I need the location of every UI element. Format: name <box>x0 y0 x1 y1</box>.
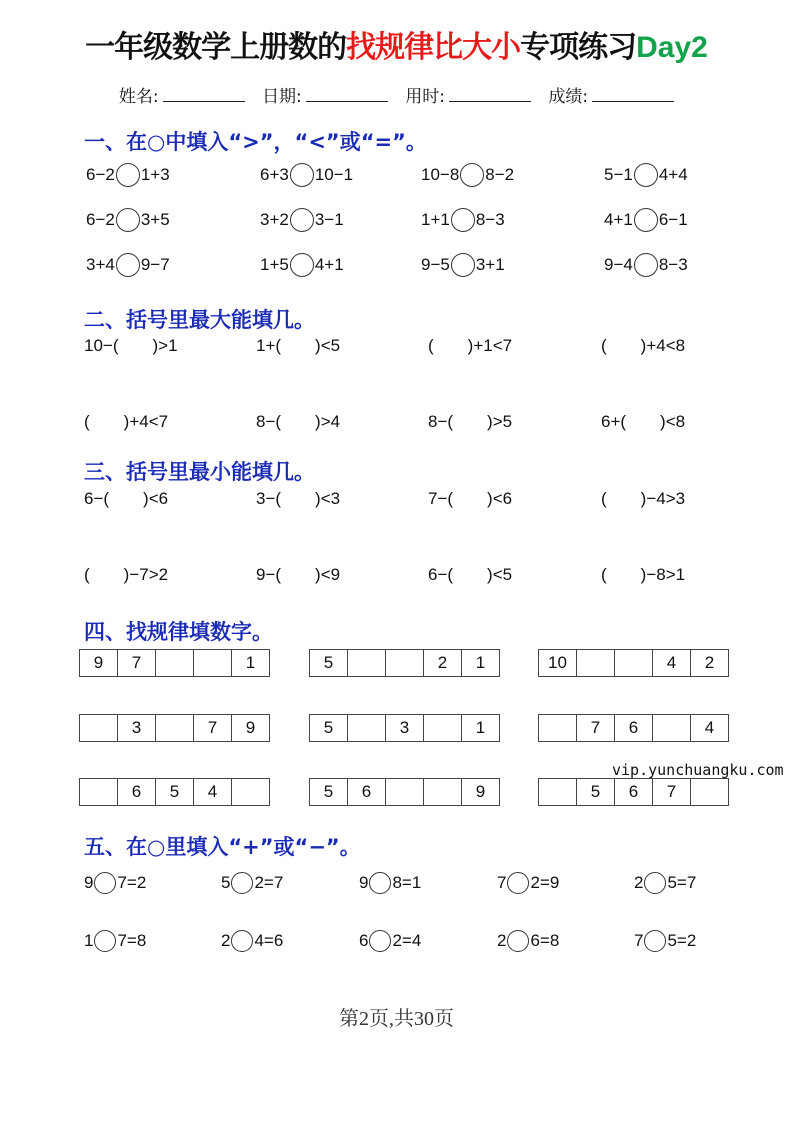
section-3-heading: 三、括号里最小能填几。 <box>84 460 315 484</box>
expression-before: ( <box>84 565 90 584</box>
sequence-cell: 1 <box>231 649 270 677</box>
sequence-cell: 3 <box>117 714 156 742</box>
expression-after: )<3 <box>315 489 341 508</box>
left-expression: 5−1 <box>604 165 633 184</box>
operator-circle[interactable] <box>369 930 391 952</box>
name-blank[interactable] <box>163 87 245 102</box>
compare-item <box>86 208 170 232</box>
fill-item <box>84 489 168 509</box>
left-expression: 9−4 <box>604 255 633 274</box>
number-sequence <box>538 714 729 742</box>
expression-after: )>5 <box>487 412 513 431</box>
compare-item <box>260 163 353 187</box>
expression-before: ( <box>601 336 607 355</box>
operator-circle[interactable] <box>644 872 666 894</box>
fill-item <box>428 336 512 356</box>
sequence-blank-cell[interactable] <box>614 649 653 677</box>
sequence-blank-cell[interactable] <box>538 778 577 806</box>
time-field[interactable] <box>405 87 531 107</box>
sequence-cell: 6 <box>614 714 653 742</box>
compare-item <box>86 253 170 277</box>
operator-circle[interactable] <box>644 930 666 952</box>
watermark: vip.yunchuangku.com <box>612 761 784 779</box>
sequence-blank-cell[interactable] <box>538 714 577 742</box>
right-expression: 4+1 <box>314 255 344 274</box>
number-sequence <box>309 778 500 806</box>
fill-item <box>601 565 685 585</box>
right-expression: 3+5 <box>140 210 170 229</box>
sequence-blank-cell[interactable] <box>347 714 386 742</box>
compare-item <box>421 253 505 277</box>
sequence-blank-cell[interactable] <box>690 778 729 806</box>
answer-circle[interactable] <box>116 253 140 277</box>
sequence-cell: 10 <box>538 649 577 677</box>
sequence-cell: 2 <box>423 649 462 677</box>
sequence-blank-cell[interactable] <box>347 649 386 677</box>
sequence-cell: 2 <box>690 649 729 677</box>
left-expression: 6−2 <box>86 165 115 184</box>
rest-equation: 7=2 <box>117 873 147 892</box>
first-number: 6 <box>359 931 369 950</box>
expression-after: )−4>3 <box>640 489 686 508</box>
expression-after: )+1<7 <box>467 336 513 355</box>
left-expression: 3+2 <box>260 210 289 229</box>
sequence-blank-cell[interactable] <box>652 714 691 742</box>
compare-item <box>260 253 344 277</box>
right-expression: 6−1 <box>658 210 688 229</box>
operator-item <box>497 930 559 952</box>
fill-item <box>256 336 340 356</box>
operator-item <box>634 930 696 952</box>
rest-equation: 4=6 <box>254 931 284 950</box>
sequence-cell: 5 <box>309 714 348 742</box>
sequence-blank-cell[interactable] <box>385 778 424 806</box>
sequence-cell: 5 <box>309 649 348 677</box>
sequence-blank-cell[interactable] <box>576 649 615 677</box>
sequence-cell: 4 <box>652 649 691 677</box>
expression-after: )+4<7 <box>123 412 169 431</box>
first-number: 7 <box>634 931 644 950</box>
sequence-cell: 7 <box>117 649 156 677</box>
number-sequence <box>538 778 729 806</box>
score-field[interactable] <box>548 87 674 107</box>
rest-equation: 2=7 <box>254 873 284 892</box>
page-title <box>0 22 793 66</box>
first-number: 9 <box>84 873 94 892</box>
sequence-blank-cell[interactable] <box>193 649 232 677</box>
right-expression: 10−1 <box>314 165 354 184</box>
time-blank[interactable] <box>449 87 531 102</box>
compare-item <box>260 208 344 232</box>
rest-equation: 2=4 <box>392 931 422 950</box>
sequence-cell: 3 <box>385 714 424 742</box>
number-sequence <box>538 649 729 677</box>
right-expression: 3+1 <box>475 255 505 274</box>
fill-item <box>601 336 685 356</box>
sequence-blank-cell[interactable] <box>155 714 194 742</box>
date-label: 日期: <box>262 87 302 107</box>
number-sequence <box>79 714 270 742</box>
first-number: 5 <box>221 873 231 892</box>
operator-circle[interactable] <box>507 930 529 952</box>
expression-before: ( <box>601 565 607 584</box>
answer-circle[interactable] <box>634 163 658 187</box>
left-expression: 1+5 <box>260 255 289 274</box>
right-expression: 9−7 <box>140 255 170 274</box>
compare-item <box>86 163 170 187</box>
name-label: 姓名: <box>118 87 159 107</box>
expression-before: 9−( <box>256 565 282 584</box>
title-part-3: 专项练习 <box>520 30 637 65</box>
fill-item <box>84 565 168 585</box>
operator-item <box>84 930 146 952</box>
fill-item <box>256 565 340 585</box>
expression-before: 7−( <box>428 489 454 508</box>
right-expression: 1+3 <box>140 165 170 184</box>
expression-after: )<6 <box>487 489 513 508</box>
operator-circle[interactable] <box>507 872 529 894</box>
answer-circle[interactable] <box>634 253 658 277</box>
operator-circle[interactable] <box>369 872 391 894</box>
sequence-blank-cell[interactable] <box>231 778 270 806</box>
expression-after: )<6 <box>143 489 169 508</box>
expression-before: ( <box>84 412 90 431</box>
operator-item <box>359 930 421 952</box>
answer-circle[interactable] <box>290 208 314 232</box>
sequence-cell: 9 <box>231 714 270 742</box>
sequence-cell: 1 <box>461 714 500 742</box>
compare-item <box>421 208 505 232</box>
compare-item <box>604 208 688 232</box>
section-5-heading: 五、在○里填入“+”或“−”。 <box>84 835 361 859</box>
expression-before: ( <box>428 336 434 355</box>
sequence-blank-cell[interactable] <box>79 778 118 806</box>
expression-after: )<8 <box>660 412 686 431</box>
compare-item <box>604 163 688 187</box>
sequence-blank-cell[interactable] <box>423 778 462 806</box>
rest-equation: 5=2 <box>667 931 697 950</box>
title-part-1: 一年级数学上册数的 <box>85 30 347 65</box>
page-footer: 第2页,共30页 <box>339 1008 454 1030</box>
left-expression: 1+1 <box>421 210 450 229</box>
fill-item <box>84 412 168 432</box>
date-field[interactable] <box>262 87 388 107</box>
expression-before: 3−( <box>256 489 282 508</box>
compare-item <box>604 253 688 277</box>
operator-item <box>497 872 559 894</box>
name-field[interactable] <box>119 87 245 107</box>
number-sequence <box>309 649 500 677</box>
expression-after: )−8>1 <box>640 565 686 584</box>
sequence-cell: 6 <box>117 778 156 806</box>
fill-item <box>84 336 178 356</box>
sequence-cell: 7 <box>193 714 232 742</box>
operator-circle[interactable] <box>231 872 253 894</box>
expression-before: 6+( <box>601 412 627 431</box>
student-info-line <box>0 82 793 107</box>
first-number: 7 <box>497 873 507 892</box>
date-blank[interactable] <box>306 87 388 102</box>
sequence-cell: 7 <box>576 714 615 742</box>
operator-item <box>221 872 283 894</box>
title-part-2: 找规律比大小 <box>346 30 521 65</box>
expression-after: )<5 <box>315 336 341 355</box>
right-expression: 3−1 <box>314 210 344 229</box>
expression-after: )<9 <box>315 565 341 584</box>
sequence-cell: 9 <box>79 649 118 677</box>
answer-circle[interactable] <box>634 208 658 232</box>
operator-item <box>634 872 696 894</box>
fill-item <box>428 412 512 432</box>
expression-after: )>4 <box>315 412 341 431</box>
score-blank[interactable] <box>592 87 674 102</box>
section-1-heading: 一、在○中填入“>”，“<”或“=”。 <box>84 130 427 154</box>
sequence-cell: 7 <box>652 778 691 806</box>
left-expression: 6−2 <box>86 210 115 229</box>
sequence-cell: 5 <box>576 778 615 806</box>
expression-before: 10−( <box>84 336 119 355</box>
first-number: 2 <box>497 931 507 950</box>
expression-after: )−7>2 <box>123 565 169 584</box>
answer-circle[interactable] <box>451 253 475 277</box>
expression-before: 1+( <box>256 336 282 355</box>
sequence-cell: 1 <box>461 649 500 677</box>
expression-before: 6−( <box>428 565 454 584</box>
answer-circle[interactable] <box>290 163 314 187</box>
section-2-heading: 二、括号里最大能填几。 <box>84 308 315 332</box>
right-expression: 8−3 <box>658 255 688 274</box>
operator-item <box>84 872 146 894</box>
operator-circle[interactable] <box>231 930 253 952</box>
title-day: Day2 <box>636 31 708 64</box>
fill-item <box>601 489 685 509</box>
fill-item <box>256 412 340 432</box>
right-expression: 8−2 <box>485 165 515 184</box>
sequence-cell: 4 <box>193 778 232 806</box>
fill-item <box>428 489 512 509</box>
rest-equation: 6=8 <box>530 931 560 950</box>
answer-circle[interactable] <box>116 208 140 232</box>
fill-item <box>428 565 512 585</box>
section-4-heading: 四、找规律填数字。 <box>84 620 273 644</box>
number-sequence <box>309 714 500 742</box>
sequence-cell: 5 <box>309 778 348 806</box>
answer-circle[interactable] <box>116 163 140 187</box>
time-label: 用时: <box>405 87 445 107</box>
left-expression: 3+4 <box>86 255 115 274</box>
first-number: 9 <box>359 873 369 892</box>
sequence-cell: 9 <box>461 778 500 806</box>
expression-before: 8−( <box>428 412 454 431</box>
rest-equation: 7=8 <box>117 931 147 950</box>
rest-equation: 8=1 <box>392 873 422 892</box>
rest-equation: 2=9 <box>530 873 560 892</box>
first-number: 2 <box>634 873 644 892</box>
left-expression: 4+1 <box>604 210 633 229</box>
left-expression: 10−8 <box>421 165 460 184</box>
expression-after: )<5 <box>487 565 513 584</box>
rest-equation: 5=7 <box>667 873 697 892</box>
operator-item <box>359 872 421 894</box>
sequence-blank-cell[interactable] <box>155 649 194 677</box>
operator-circle[interactable] <box>94 872 116 894</box>
sequence-blank-cell[interactable] <box>385 649 424 677</box>
sequence-blank-cell[interactable] <box>79 714 118 742</box>
answer-circle[interactable] <box>460 163 484 187</box>
operator-circle[interactable] <box>94 930 116 952</box>
expression-before: 8−( <box>256 412 282 431</box>
first-number: 1 <box>84 931 94 950</box>
left-expression: 6+3 <box>260 165 289 184</box>
right-expression: 8−3 <box>475 210 505 229</box>
score-label: 成绩: <box>548 87 589 107</box>
expression-after: )+4<8 <box>640 336 686 355</box>
sequence-blank-cell[interactable] <box>423 714 462 742</box>
expression-after: )>1 <box>152 336 178 355</box>
fill-item <box>601 412 685 432</box>
answer-circle[interactable] <box>451 208 475 232</box>
compare-item <box>421 163 514 187</box>
number-sequence <box>79 649 270 677</box>
first-number: 2 <box>221 931 231 950</box>
operator-item <box>221 930 283 952</box>
answer-circle[interactable] <box>290 253 314 277</box>
right-expression: 4+4 <box>658 165 688 184</box>
sequence-cell: 5 <box>155 778 194 806</box>
fill-item <box>256 489 340 509</box>
expression-before: ( <box>601 489 607 508</box>
number-sequence <box>79 778 270 806</box>
left-expression: 9−5 <box>421 255 450 274</box>
sequence-cell: 6 <box>614 778 653 806</box>
sequence-cell: 6 <box>347 778 386 806</box>
expression-before: 6−( <box>84 489 110 508</box>
sequence-cell: 4 <box>690 714 729 742</box>
